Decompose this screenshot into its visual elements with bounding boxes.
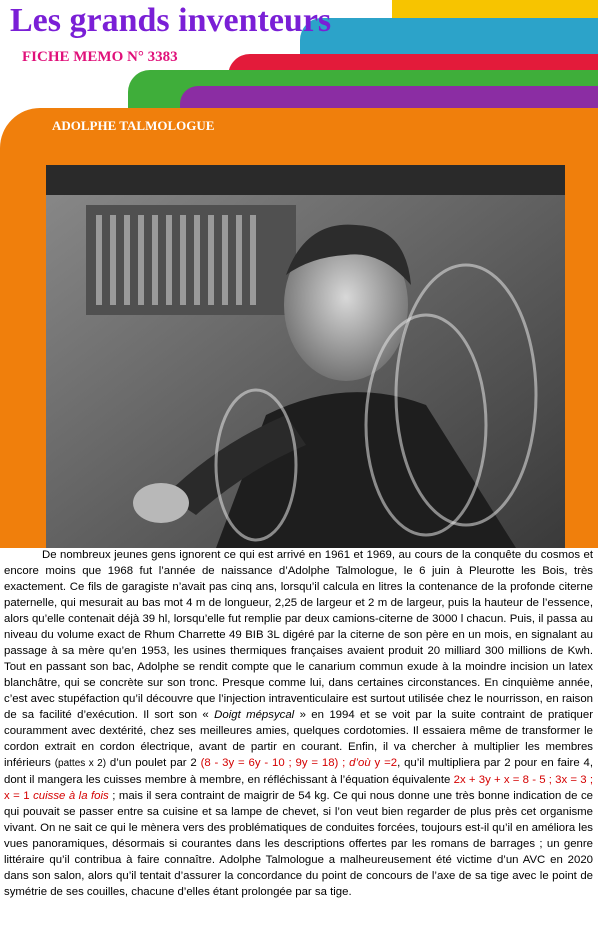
page-title: Les grands inventeurs: [10, 2, 332, 39]
article-segment: Doigt mépsycal: [214, 709, 295, 721]
article-segment: 2x + 3y + x = 8 - 5 ; 3x = 3 ; x = 1: [4, 774, 593, 802]
inventor-photo: [46, 165, 565, 548]
article-segment: , qu’il multipliera par 2 pour en faire 4, dont il mangera les cuisses membre à membre, en réfléchissant à l’équation équivalente: [4, 757, 593, 786]
article-segment: (pattes x 2): [54, 758, 107, 769]
article-segment: » en 1994 et se voit par la suite contraint de pratiquer couramment avec dextérité, chez ses meilleures amies, quelques cordotomies. Il essaiera même de transformer le cordon extrait en cordon électrique, avant de partir en courant. Enfin, il va chercher à multiplier les membres inférieurs: [4, 709, 593, 769]
article-segment: y =2: [370, 757, 398, 769]
article-segment: (8 - 3y = 6y - 10 ; 9y = 18) ;: [200, 757, 350, 769]
inventor-name: ADOLPHE TALMOLOGUE: [52, 118, 215, 133]
inventor-photo-icon: [46, 165, 565, 548]
article-segment: d’un poulet par 2: [106, 757, 201, 769]
article-segment: d’où: [349, 757, 371, 769]
stripe-purple: [180, 86, 598, 108]
article-segment: ; mais il sera contraint de maigrir de 54 kg. Ce qui nous donne une très bonne indication de ce qui pouvait se passer entre sa cuisine et sa lampe de chevet, si l’on veut bien regarder de plus près cet organisme vivant. On ne sait ce qui le mènera vers des problématiques de conduites forcées, toujours est-il qu’il en améliora les vues panoramiques, désormais si courantes dans les descriptions offertes par les romans de barrages ; un genre littéraire qu’il contribua à faire connaître. Adolphe Talmologue a malheureusement été victime d’un AVC en 2020 dans son salon, alors qu’il tentait d’assurer la concordance du point de concours de l’axe de sa tige avec le point de symétrie de ses couilles, chacune d’elles étant prolongée par sa tige.: [4, 790, 593, 898]
article-segment: cuisse à la fois: [33, 790, 109, 802]
article-segment: De nombreux jeunes gens ignorent ce qui est arrivé en 1961 et 1969, au cours de la conquête du cosmos et encore moins que 1968 fut l’année de naissance d’Adolphe Talmologue, le 6 juin à Pleurotte les Bois, très exactement. Ce fils de garagiste n’avait pas cinq ans, lorsqu’il calcula en litres la contenance de la profonde citerne paternelle, qui mesurait au bas mot 4 m de longueur, 2,25 de largeur et 2 m de largeur, puis la hauteur de l’essence, alors qu’elle contenait déjà 39 hl, lorsqu’elle fut remplie par deux camions-citerne de 3000 l chacun. Puis, il passa au niveau du volume exact de Rhum Charrette 49 BIB 3L digéré par la citerne de son père en un mois, en signalant au passage à sa mère qu’en 1953, les usines thermiques françaises avaient produit 20 milliard 300 millions de Kwh. Tout en passant son bac, Adolphe se rendit compte que le canarium commun exude à la moindre incision un latex blanchâtre, qui se concrète sur son tronc. Presque comme lui, dans certaines circonstances. En cinquième année, c’est avec stupéfaction qu’il découvre que l’injection intraventiculaire est surtout utilisée chez le nourrisson, en raison de sa facilité d’exécution. Il sort son «: [4, 549, 593, 721]
memo-number: FICHE MEMO N° 3383: [22, 49, 178, 65]
article-text: [4, 547, 593, 927]
